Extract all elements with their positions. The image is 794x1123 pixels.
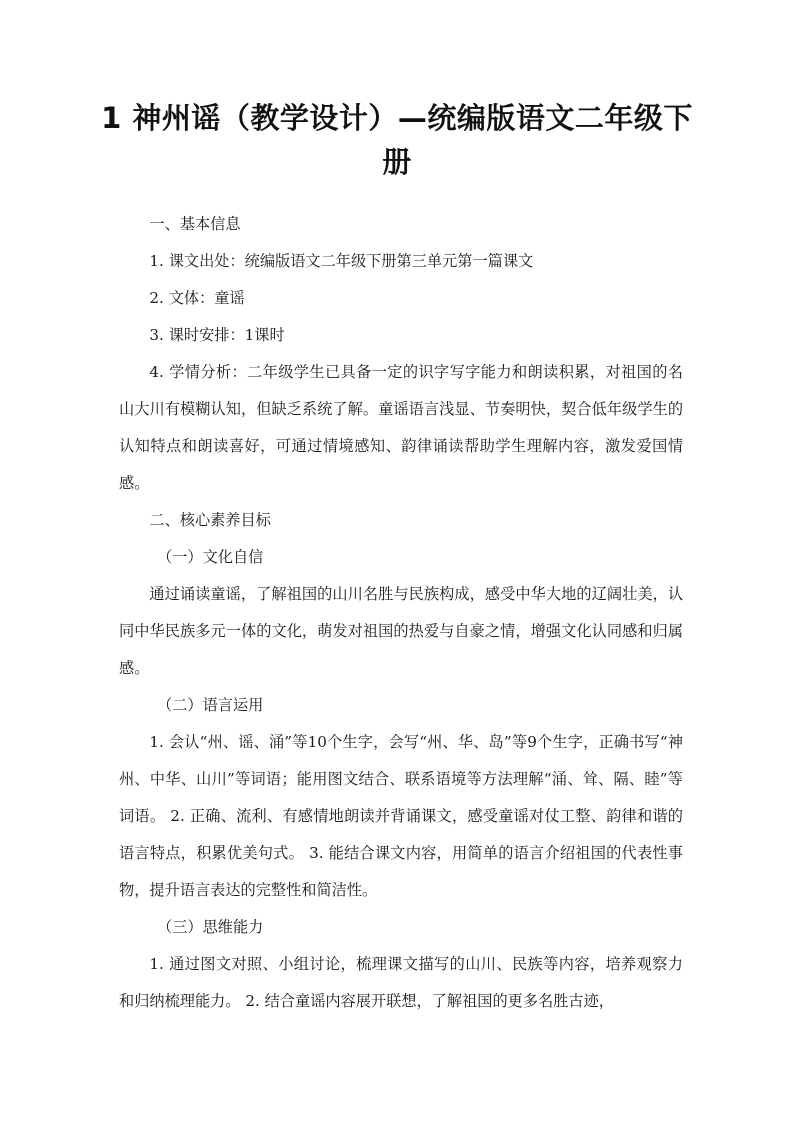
basic-info-learner-analysis: 4. 学情分析：二年级学生已具备一定的识字写字能力和朗读积累，对祖国的名山大川有模糊认知，但缺乏系统了解。童谣语言浅显、节奏明快，契合低年级学生的认知特点和朗读喜好，可通过情境感知、韵律诵读帮助学生理解内容，激发爱国情感。 [119,363,683,492]
goal-language-text: 1. 会认“州、谣、涌”等10个生字，会写“州、华、岛”等9个生字，正确书写“神州、中华、山川”等词语；能用图文结合、联系语境等方法理解“涌、耸、隔、睦”等词语。 2. 正确、流利、有感情地朗读并背诵课文，感受童谣对仗工整、韵律和谐的语言特点，积累优美句式。 3. 能结合课文内容，用简单的语言介绍祖国的代表性事物，提升语言表达的完整性和简洁性。 [119,733,683,899]
section-basic-heading: 一、基本信息 [149,215,241,233]
basic-info-lesson-hours: 3. 课时安排：1课时 [149,326,285,344]
document-body [119,206,683,1020]
document-title: 1 神州谣（教学设计）—统编版语文二年级下册 [101,101,693,179]
basic-info-genre: 2. 文体：童谣 [149,289,245,307]
goal-culture-heading: （一）文化自信 [157,548,264,566]
goal-thinking-text: 1. 通过图文对照、小组讨论，梳理课文描写的山川、民族等内容，培养观察力和归纳梳理能力。 2. 结合童谣内容展开联想，了解祖国的更多名胜古迹， [119,955,683,1010]
basic-info-source: 1. 课文出处：统编版语文二年级下册第三单元第一篇课文 [149,252,534,270]
goal-language-heading: （二）语言运用 [157,696,264,714]
goal-thinking-heading: （三）思维能力 [157,918,264,936]
section-goals-heading: 二、核心素养目标 [149,511,271,529]
goal-culture-text: 通过诵读童谣，了解祖国的山川名胜与民族构成，感受中华大地的辽阔壮美，认同中华民族多元一体的文化，萌发对祖国的热爱与自豪之情，增强文化认同感和归属感。 [119,585,683,677]
